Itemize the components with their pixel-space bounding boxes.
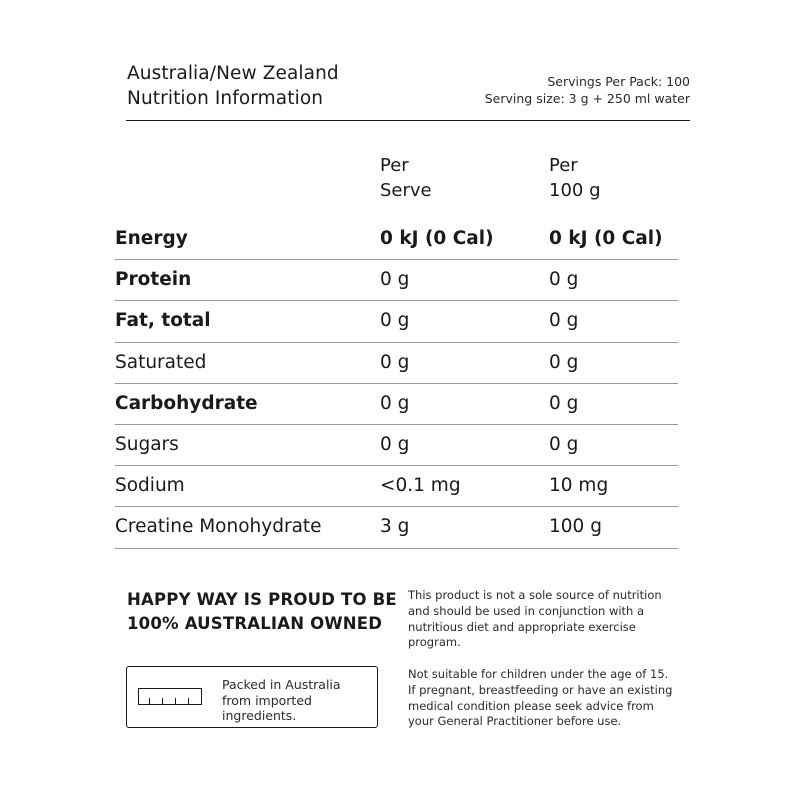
table-row-energy bbox=[115, 219, 678, 260]
per-serve-line-2: Serve bbox=[380, 180, 432, 201]
table-row-sodium bbox=[115, 466, 678, 507]
packed-in-text bbox=[222, 677, 341, 724]
serving-size: Serving size: 3 g + 250 ml water bbox=[484, 91, 690, 106]
nutrient-name: Sodium bbox=[115, 475, 185, 497]
nutrient-name: Carbohydrate bbox=[115, 392, 258, 414]
per-serve-value: 3 g bbox=[380, 516, 410, 538]
per-100g-value: 0 g bbox=[549, 269, 579, 291]
panel-title bbox=[127, 61, 339, 111]
origin-bar-chart-icon bbox=[138, 688, 202, 705]
safety-warning bbox=[408, 667, 672, 730]
table-row-saturated bbox=[115, 343, 678, 384]
nutrient-name: Saturated bbox=[115, 351, 207, 373]
nutrient-name: Protein bbox=[115, 269, 192, 291]
bar-tick bbox=[188, 698, 189, 705]
nutrient-name: Energy bbox=[115, 228, 188, 249]
proud-line-1: HAPPY WAY IS PROUD TO BE bbox=[127, 590, 397, 609]
header-divider bbox=[126, 120, 690, 121]
australian-owned-statement bbox=[127, 588, 397, 636]
table-row-protein bbox=[115, 260, 678, 301]
disclaimer-line: and should be used in conjunction with a bbox=[408, 603, 645, 618]
disclaimer-line: nutritious diet and appropriate exercise bbox=[408, 619, 636, 634]
proud-line-2: 100% AUSTRALIAN OWNED bbox=[127, 614, 383, 633]
table-row-creatine-monohydrate bbox=[115, 507, 678, 548]
warning-line: If pregnant, breastfeeding or have an existing bbox=[408, 682, 673, 697]
per-serve-line-1: Per bbox=[380, 155, 409, 176]
per-100g-value: 0 g bbox=[549, 351, 579, 373]
warning-line: your General Practitioner before use. bbox=[408, 714, 622, 729]
per-100g-value: 0 kJ (0 Cal) bbox=[549, 228, 663, 249]
per-100g-line-2: 100 g bbox=[549, 180, 601, 201]
per-100g-value: 0 g bbox=[549, 433, 579, 455]
country-of-origin-label bbox=[126, 666, 378, 728]
per-100g-value: 0 g bbox=[549, 392, 579, 414]
per-serve-value: 0 g bbox=[380, 392, 410, 414]
per-serve-value: 0 g bbox=[380, 351, 410, 373]
nutrition-table bbox=[115, 219, 678, 549]
per-100g-line-1: Per bbox=[549, 155, 578, 176]
warning-line: Not suitable for children under the age of 15. bbox=[408, 667, 669, 681]
packed-line-1: Packed in Australia bbox=[222, 677, 341, 692]
bar-tick bbox=[162, 698, 163, 705]
title-line-1: Australia/New Zealand bbox=[127, 63, 339, 84]
nutrient-name: Fat, total bbox=[115, 310, 211, 332]
nutrient-name: Creatine Monohydrate bbox=[115, 516, 322, 538]
per-serve-value: <0.1 mg bbox=[380, 475, 461, 497]
title-line-2: Nutrition Information bbox=[127, 88, 324, 109]
warning-line: medical condition please seek advice from bbox=[408, 698, 654, 713]
bar-tick bbox=[175, 698, 176, 705]
serving-info bbox=[485, 73, 690, 107]
table-row-carbohydrate bbox=[115, 384, 678, 425]
disclaimer-line: This product is not a sole source of nutrition bbox=[408, 588, 662, 602]
table-row-fat-total bbox=[115, 301, 678, 342]
per-100g-value: 10 mg bbox=[549, 475, 609, 497]
table-row-sugars bbox=[115, 425, 678, 466]
servings-per-pack: Servings Per Pack: 100 bbox=[547, 74, 690, 89]
nutrient-name: Sugars bbox=[115, 433, 179, 455]
packed-line-2: from imported bbox=[222, 692, 312, 708]
disclaimer-line: program. bbox=[408, 635, 461, 650]
per-100g-value: 0 g bbox=[549, 310, 579, 332]
packed-line-3: ingredients. bbox=[222, 708, 297, 723]
bar-tick bbox=[149, 698, 150, 705]
per-serve-value: 0 kJ (0 Cal) bbox=[380, 228, 494, 249]
per-serve-value: 0 g bbox=[380, 269, 410, 291]
per-100g-value: 100 g bbox=[549, 516, 602, 538]
column-header-per-serve bbox=[380, 153, 432, 203]
nutrition-disclaimer bbox=[408, 588, 662, 651]
per-serve-value: 0 g bbox=[380, 310, 410, 332]
per-serve-value: 0 g bbox=[380, 433, 410, 455]
column-header-per-100g bbox=[549, 153, 601, 203]
